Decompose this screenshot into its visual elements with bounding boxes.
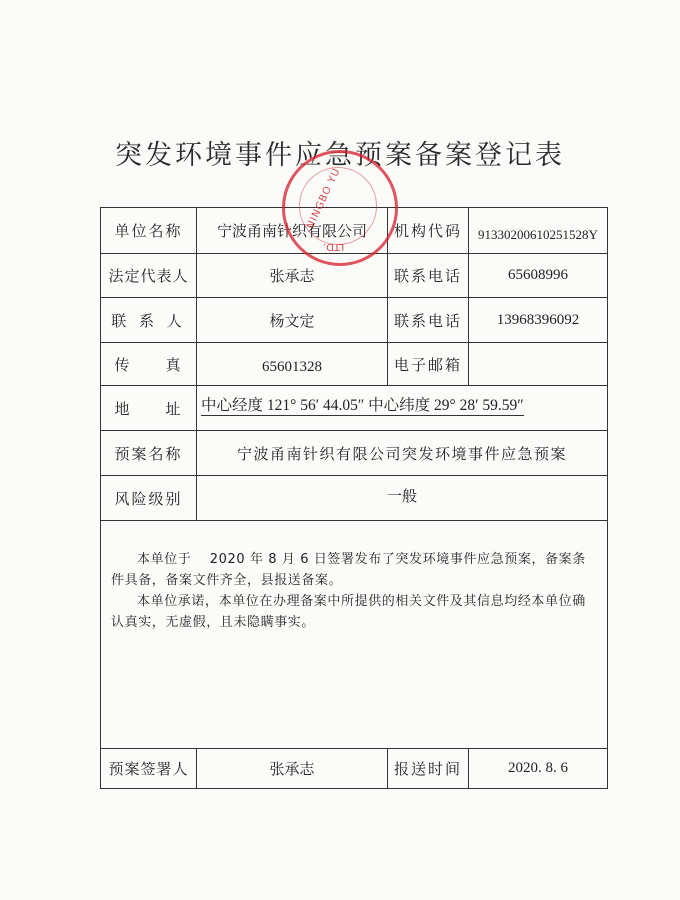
row-plan-name bbox=[101, 431, 608, 476]
signer-label: 预案签署人 bbox=[101, 749, 197, 789]
signer-value: 张承志 bbox=[197, 749, 388, 789]
row-legal-rep bbox=[101, 254, 608, 298]
address-value-cell bbox=[197, 386, 608, 431]
org-code-value: 91330200610251528Y bbox=[469, 208, 608, 254]
row-fax bbox=[101, 343, 608, 386]
seal-text: NINGBO YU bbox=[305, 166, 343, 231]
email-value bbox=[469, 343, 608, 386]
risk-level-label: 风险级别 bbox=[101, 476, 197, 521]
contact-phone-value: 13968396092 bbox=[469, 298, 608, 343]
statement-paragraph-2: 本单位承诺，本单位在办理备案中所提供的相关文件及其信息均经本单位确认真实，无虚假，且未隐瞒事实。 bbox=[111, 594, 586, 630]
row-risk-level bbox=[101, 476, 608, 521]
email-label: 电子邮箱 bbox=[388, 343, 469, 386]
row-unit-name bbox=[101, 208, 608, 254]
legal-phone-value: 65608996 bbox=[469, 254, 608, 298]
row-address bbox=[101, 386, 608, 431]
registration-form bbox=[100, 207, 608, 789]
address-label: 地 址 bbox=[101, 386, 197, 431]
plan-name-label: 预案名称 bbox=[101, 431, 197, 476]
fax-label: 传 真 bbox=[101, 343, 197, 386]
fax-value: 65601328 bbox=[197, 343, 388, 386]
seal-ltd-text: LTD. bbox=[323, 241, 345, 252]
row-signer bbox=[101, 749, 608, 789]
legal-rep-value: 张承志 bbox=[197, 254, 388, 298]
submit-time-value: 2020. 8. 6 bbox=[469, 749, 608, 789]
plan-name-value: 宁波甬南针织有限公司突发环境事件应急预案 bbox=[197, 431, 608, 476]
submit-time-label: 报送时间 bbox=[388, 749, 469, 789]
risk-level-value: 一般 bbox=[197, 476, 608, 521]
statement-paragraph-1: 本单位于 2020 年 8 月 6 日签署发布了突发环境事件应急预案，备案条件具备，备案文件齐全，县报送备案。 bbox=[111, 552, 586, 588]
org-code-label: 机构代码 bbox=[388, 208, 469, 254]
contact-label: 联 系 人 bbox=[101, 298, 197, 343]
unit-name-value: 宁波甬南针织有限公司 bbox=[197, 208, 388, 254]
legal-rep-label: 法定代表人 bbox=[101, 254, 197, 298]
address-value: 中心经度 121° 56′ 44.05″ 中心纬度 29° 28′ 59.59″ bbox=[201, 397, 524, 414]
unit-name-label: 单位名称 bbox=[101, 208, 197, 254]
statement-cell bbox=[101, 521, 608, 749]
row-statement bbox=[101, 521, 608, 749]
contact-phone-label: 联系电话 bbox=[388, 298, 469, 343]
document-title: 突发环境事件应急预案备案登记表 bbox=[115, 140, 565, 171]
legal-phone-label: 联系电话 bbox=[388, 254, 469, 298]
row-contact bbox=[101, 298, 608, 343]
contact-value: 杨文定 bbox=[197, 298, 388, 343]
